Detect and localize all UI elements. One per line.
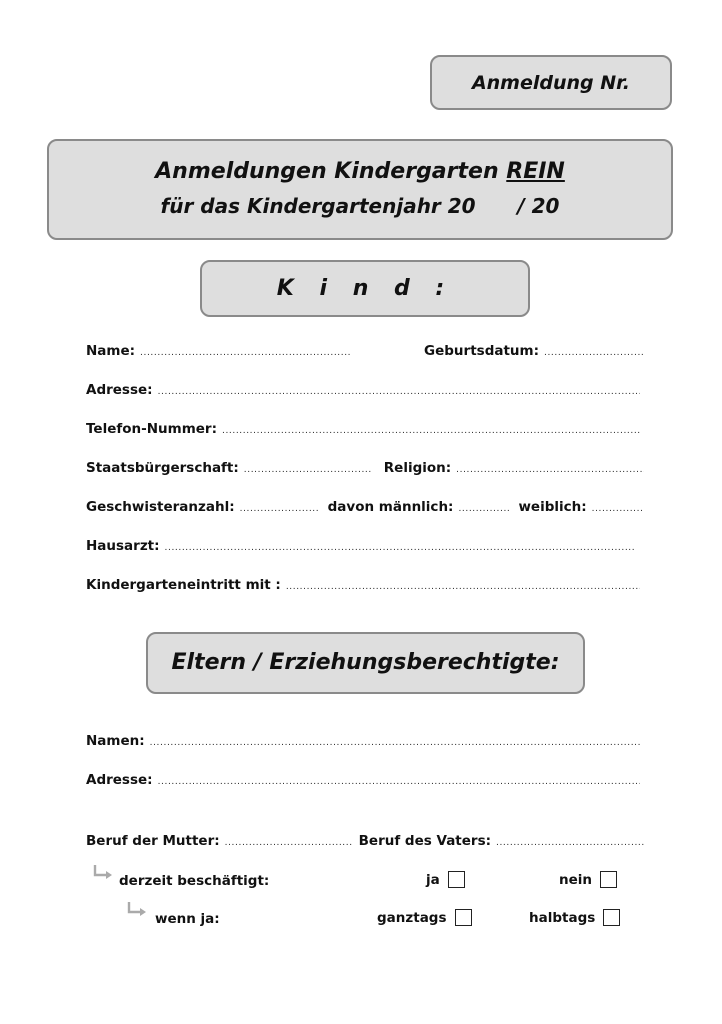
parents-names-field[interactable]: [150, 738, 640, 748]
entry-row: [86, 577, 644, 595]
doctor-row: [86, 538, 644, 556]
mother-job-label: Beruf der Mutter:: [86, 833, 220, 849]
name-label: Name:: [86, 343, 136, 359]
child-address-row: [86, 382, 644, 400]
doctor-field[interactable]: [165, 543, 634, 553]
parttime-option: [529, 909, 620, 926]
parents-address-label: Adresse:: [86, 772, 153, 788]
employed-yes-option: [426, 871, 465, 888]
arrow-right-icon: [126, 901, 148, 917]
parents-names-label: Namen:: [86, 733, 145, 749]
title-box: [47, 139, 673, 240]
no-label: nein: [559, 872, 593, 888]
fulltime-label: ganztags: [377, 910, 447, 926]
entry-field[interactable]: [286, 582, 640, 592]
arrow-right-icon: [92, 864, 114, 880]
parttime-label: halbtags: [529, 910, 596, 926]
child-section-heading: [200, 260, 530, 317]
title-line-1: [49, 155, 671, 189]
doctor-label: Hausarzt:: [86, 538, 160, 554]
male-field[interactable]: [458, 504, 510, 514]
registration-number-label: Anmeldung Nr.: [471, 72, 631, 94]
father-job-label: Beruf des Vaters:: [358, 833, 492, 849]
female-label: weiblich:: [518, 499, 587, 515]
child-name-row: [86, 343, 644, 361]
siblings-field[interactable]: [240, 504, 320, 514]
fulltime-checkbox[interactable]: [455, 909, 472, 926]
male-label: davon männlich:: [327, 499, 454, 515]
parents-heading-text: Eltern / Erziehungsberechtigte:: [171, 650, 560, 675]
fulltime-option: [377, 909, 472, 926]
name-field[interactable]: [140, 348, 350, 358]
female-field[interactable]: [592, 504, 644, 514]
parttime-checkbox[interactable]: [603, 909, 620, 926]
address-label: Adresse:: [86, 382, 153, 398]
religion-label: Religion:: [383, 460, 452, 476]
parents-address-row: [86, 772, 644, 790]
child-heading-text: K i n d :: [276, 276, 454, 301]
citizenship-field[interactable]: [244, 465, 372, 475]
title-kindergarten-name: REIN: [506, 159, 565, 184]
employed-label: derzeit beschäftigt:: [119, 873, 270, 889]
siblings-row: [86, 499, 644, 517]
entry-label: Kindergarteneintritt mit :: [86, 577, 281, 593]
address-field[interactable]: [158, 387, 640, 397]
employed-yes-checkbox[interactable]: [448, 871, 465, 888]
employed-no-checkbox[interactable]: [600, 871, 617, 888]
mother-job-field[interactable]: [225, 838, 353, 848]
religion-field[interactable]: [456, 465, 644, 475]
birthdate-field[interactable]: [544, 348, 644, 358]
title-line-2: für das Kindergartenjahr 20 / 20: [160, 194, 560, 218]
citizenship-label: Staatsbürgerschaft:: [86, 460, 239, 476]
parents-address-field[interactable]: [158, 777, 640, 787]
phone-label: Telefon-Nummer:: [86, 421, 217, 437]
citizenship-row: [86, 460, 644, 478]
jobs-row: [86, 833, 644, 851]
registration-number-box: [430, 55, 672, 110]
phone-field[interactable]: [222, 426, 640, 436]
title-prefix: Anmeldungen Kindergarten: [155, 159, 507, 184]
birthdate-label: Geburtsdatum:: [424, 343, 539, 359]
if-yes-label: wenn ja:: [155, 911, 220, 927]
parents-section-heading: [146, 632, 585, 694]
father-job-field[interactable]: [496, 838, 644, 848]
parents-names-row: [86, 733, 644, 751]
employed-no-option: [559, 871, 617, 888]
phone-row: [86, 421, 644, 439]
siblings-label: Geschwisteranzahl:: [86, 499, 235, 515]
yes-label: ja: [426, 872, 440, 888]
